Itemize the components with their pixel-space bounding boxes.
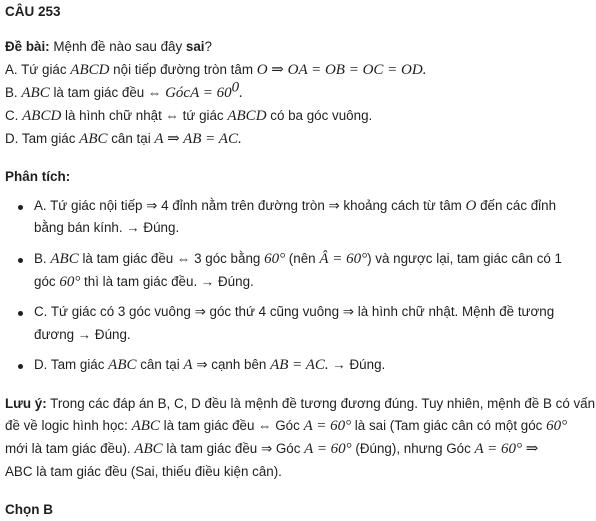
question-label: Đề bài: (5, 39, 50, 54)
option-a: A. Tứ giác ABCD nội tiếp đường tròn tâm O ⇒ OA = OB = OC = OD. (5, 62, 427, 78)
question-prompt: Đề bài: Mệnh đề nào sau đây sai? (5, 39, 212, 54)
analysis-heading: Phân tích: (5, 169, 71, 184)
bullet-dot (18, 364, 23, 369)
question-number: CÂU 253 (5, 4, 61, 19)
bullet-dot (18, 311, 23, 316)
note-label: Lưu ý: (5, 396, 47, 411)
option-c: C. ABCD là hình chữ nhật ⇔ tứ giác ABCD có ba góc vuông. (5, 108, 373, 124)
bullet-dot (18, 258, 23, 263)
bullet-dot (18, 205, 23, 210)
option-d: D. Tam giác ABC cân tại A ⇒ AB = AC. (5, 131, 242, 147)
option-b: B. ABC là tam giác đều ⇔ GócA = $60^0$. (5, 79, 243, 101)
answer: Chọn B (5, 502, 53, 517)
